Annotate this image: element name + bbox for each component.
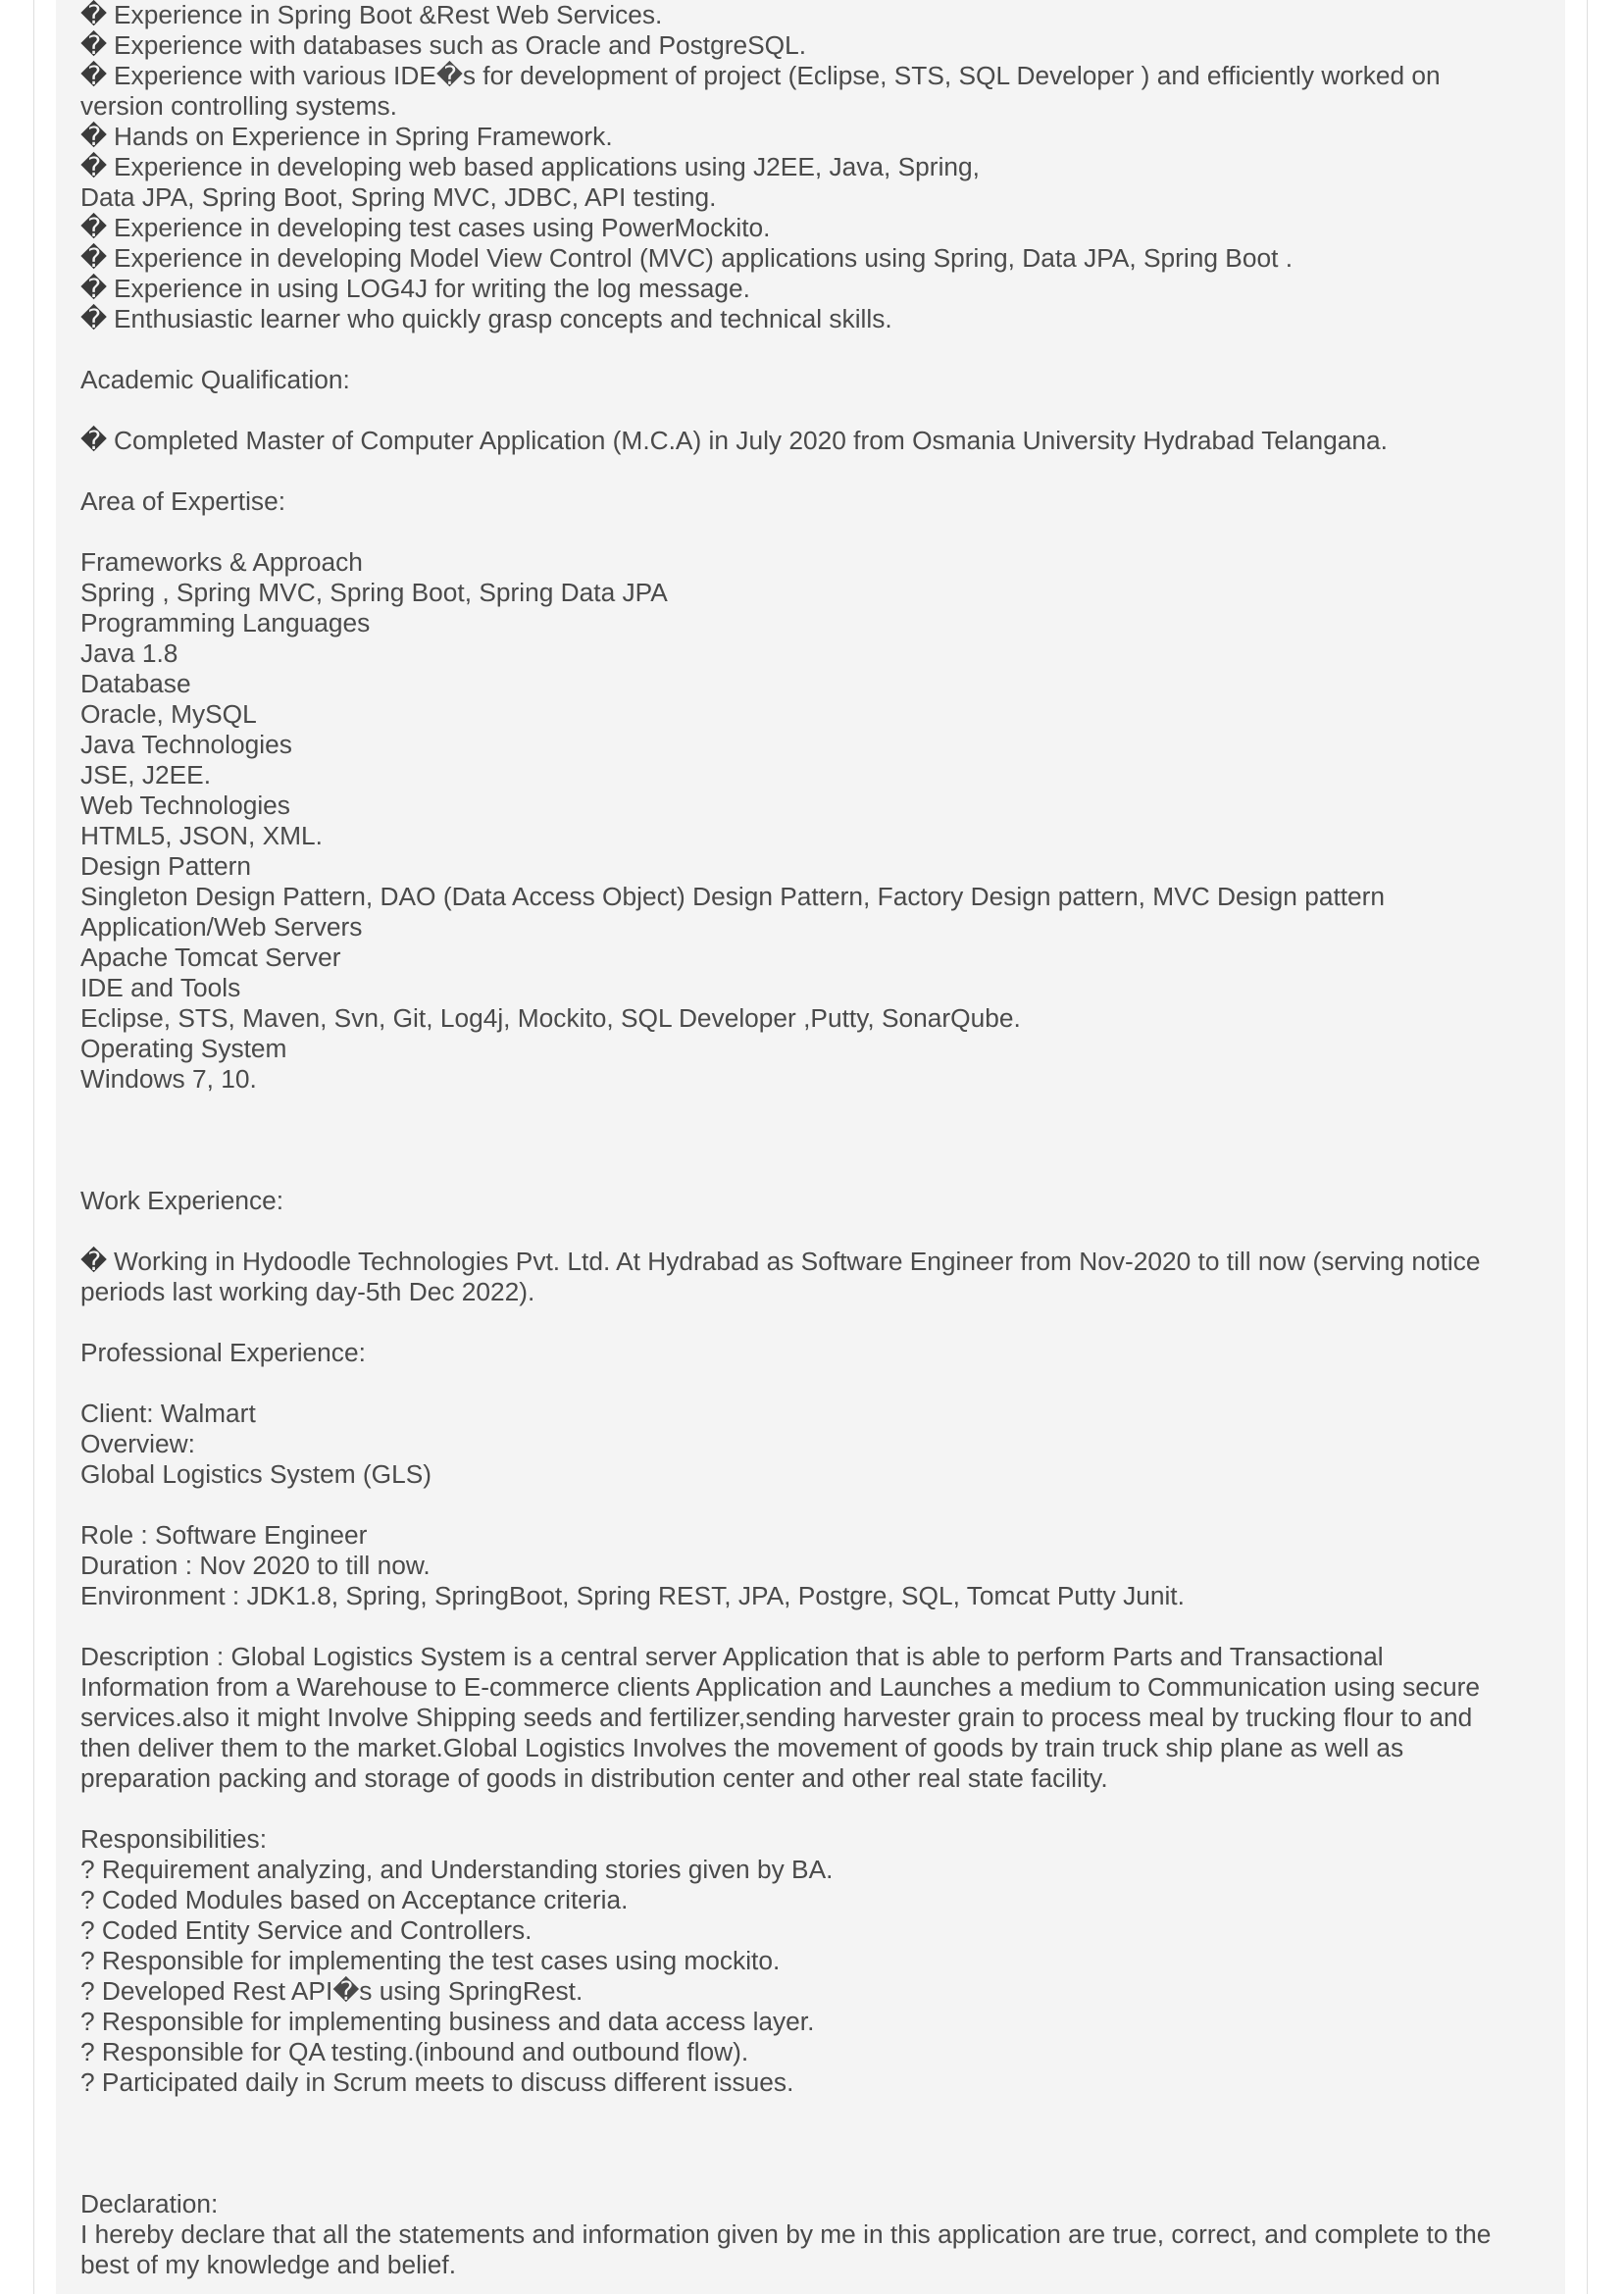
- description-line: services.also it might Involve Shipping seeds and fertilizer,sending harvester grain to process meal by trucking flour to and: [80, 1703, 1473, 1732]
- summary-item: [80, 243, 1551, 274]
- spacer: [80, 1307, 1551, 1338]
- responsibility-item: ? Responsible for implementing the test cases using mockito.: [80, 1946, 781, 1975]
- description-line: Description : Global Logistics System is a central server Application that is able to perform Parts and Transactional: [80, 1642, 1384, 1671]
- responsibility-item: ? Participated daily in Scrum meets to discuss different issues.: [80, 2067, 794, 2097]
- summary-item-text: Enthusiastic learner who quickly grasp concepts and technical skills.: [114, 304, 892, 333]
- environment-line: Environment : JDK1.8, Spring, SpringBoot, Spring REST, JPA, Postgre, SQL, Tomcat Putty Junit.: [80, 1581, 1185, 1610]
- summary-item: [80, 61, 1551, 91]
- duration-line: Duration : Nov 2020 to till now.: [80, 1551, 431, 1580]
- summary-item-continuation: version controlling systems.: [80, 91, 397, 121]
- summary-item: [80, 30, 1551, 61]
- spacer: [80, 1095, 1551, 1186]
- bullet-glyph: [80, 30, 114, 61]
- summary-list: [80, 0, 1551, 334]
- summary-item: [80, 304, 1551, 334]
- summary-item-text: Experience in using LOG4J for writing the log message.: [114, 274, 750, 303]
- expertise-category: Operating System: [80, 1034, 287, 1063]
- academic-item-text: Completed Master of Computer Application (M.C.A) in July 2020 from Osmania University Hydrabad Telangana.: [114, 426, 1388, 455]
- responsibilities-list: [80, 1855, 1551, 2098]
- description-line: then deliver them to the market.Global Logistics Involves the movement of goods by train truck ship plane as well as: [80, 1733, 1404, 1762]
- expertise-value: Spring , Spring MVC, Spring Boot, Spring Data JPA: [80, 578, 668, 607]
- expertise-category: IDE and Tools: [80, 973, 241, 1002]
- work-item-continuation: periods last working day-5th Dec 2022).: [80, 1277, 535, 1306]
- responsibility-item: ? Responsible for QA testing.(inbound and outbound flow).: [80, 2037, 749, 2066]
- summary-item-text: Experience in developing test cases using PowerMockito.: [114, 213, 771, 242]
- expertise-value: HTML5, JSON, XML.: [80, 821, 323, 850]
- summary-item-text: Experience in developing web based applications using J2EE, Java, Spring,: [114, 152, 980, 181]
- expertise-value: Singleton Design Pattern, DAO (Data Access Object) Design Pattern, Factory Design pattern, MVC Design pattern: [80, 882, 1386, 911]
- role-line: Role : Software Engineer: [80, 1520, 368, 1550]
- responsibilities-heading: Responsibilities:: [80, 1824, 268, 1854]
- declaration-line: best of my knowledge and belief.: [80, 2250, 456, 2279]
- responsibility-item: ? Coded Modules based on Acceptance criteria.: [80, 1885, 629, 1914]
- professional-heading: Professional Experience:: [80, 1338, 366, 1367]
- spacer: [80, 1368, 1551, 1399]
- expertise-category: Database: [80, 669, 191, 698]
- declaration-line: I hereby declare that all the statements and information given by me in this application are true, correct, and complete to the: [80, 2219, 1492, 2249]
- declaration-heading: Declaration:: [80, 2189, 219, 2218]
- summary-item: [80, 122, 1551, 152]
- responsibility-item: ? Requirement analyzing, and Understanding stories given by BA.: [80, 1855, 834, 1884]
- bullet-glyph: [80, 122, 114, 152]
- spacer: [80, 1490, 1551, 1520]
- project-description: [80, 1642, 1551, 1794]
- spacer: [80, 1216, 1551, 1247]
- academic-item: [80, 426, 1551, 456]
- bullet-glyph: [80, 1247, 114, 1277]
- spacer: [80, 1611, 1551, 1642]
- resume-document: [80, 0, 1551, 2280]
- expertise-category: Java Technologies: [80, 730, 292, 759]
- responsibility-item: ? Responsible for implementing business and data access layer.: [80, 2007, 815, 2036]
- project-name: Global Logistics System (GLS): [80, 1459, 432, 1489]
- description-line: Information from a Warehouse to E-commerce clients Application and Launches a medium to Communication using secure: [80, 1672, 1481, 1702]
- summary-item: [80, 274, 1551, 304]
- bullet-glyph: [80, 61, 114, 91]
- expertise-value: Apache Tomcat Server: [80, 943, 341, 972]
- work-heading: Work Experience:: [80, 1186, 284, 1215]
- client-line: Client: Walmart: [80, 1399, 256, 1428]
- expertise-category: Web Technologies: [80, 790, 290, 820]
- expertise-value: Windows 7, 10.: [80, 1064, 257, 1094]
- bullet-glyph: [80, 304, 114, 334]
- summary-item-text: Experience in developing Model View Control (MVC) applications using Spring, Data JPA, Spring Boot .: [114, 243, 1294, 273]
- summary-item: [80, 0, 1551, 30]
- bullet-glyph: [80, 0, 114, 30]
- work-item: [80, 1247, 1551, 1277]
- bullet-glyph: [80, 274, 114, 304]
- expertise-value: Oracle, MySQL: [80, 699, 257, 729]
- overview-label: Overview:: [80, 1429, 195, 1458]
- bullet-glyph: [80, 213, 114, 243]
- spacer: [80, 395, 1551, 426]
- summary-item: [80, 152, 1551, 182]
- work-item-text: Working in Hydoodle Technologies Pvt. Ltd. At Hydrabad as Software Engineer from Nov-2020 to till now (serving notice: [114, 1247, 1481, 1276]
- summary-item-text: Experience with various IDE�s for development of project (Eclipse, STS, SQL Developer ) and efficiently worked on: [114, 61, 1441, 90]
- academic-heading: Academic Qualification:: [80, 365, 350, 394]
- responsibility-item: ? Developed Rest API�s using SpringRest.: [80, 1976, 584, 2006]
- spacer: [80, 1794, 1551, 1824]
- spacer: [80, 517, 1551, 547]
- expertise-category: Programming Languages: [80, 608, 371, 637]
- expertise-category: Application/Web Servers: [80, 912, 363, 942]
- spacer: [80, 334, 1551, 365]
- expertise-list: [80, 547, 1551, 1095]
- description-line: preparation packing and storage of goods in distribution center and other real state facility.: [80, 1763, 1108, 1793]
- summary-item-continuation: Data JPA, Spring Boot, Spring MVC, JDBC, API testing.: [80, 182, 717, 212]
- expertise-category: Design Pattern: [80, 851, 251, 881]
- summary-item-text: Experience with databases such as Oracle and PostgreSQL.: [114, 30, 807, 60]
- expertise-value: JSE, J2EE.: [80, 760, 211, 790]
- left-page-rule: [33, 0, 34, 2294]
- expertise-value: Java 1.8: [80, 638, 178, 668]
- bullet-glyph: [80, 152, 114, 182]
- spacer: [80, 456, 1551, 486]
- spacer: [80, 2098, 1551, 2189]
- summary-item: [80, 213, 1551, 243]
- summary-item-text: Experience in Spring Boot &Rest Web Services.: [114, 0, 663, 29]
- responsibility-item: ? Coded Entity Service and Controllers.: [80, 1915, 533, 1945]
- summary-item-text: Hands on Experience in Spring Framework.: [114, 122, 613, 151]
- bullet-glyph: [80, 243, 114, 274]
- bullet-glyph: [80, 426, 114, 456]
- expertise-value: Eclipse, STS, Maven, Svn, Git, Log4j, Mockito, SQL Developer ,Putty, SonarQube.: [80, 1003, 1021, 1033]
- expertise-heading: Area of Expertise:: [80, 486, 286, 516]
- expertise-category: Frameworks & Approach: [80, 547, 363, 577]
- right-page-rule: [1587, 0, 1588, 2294]
